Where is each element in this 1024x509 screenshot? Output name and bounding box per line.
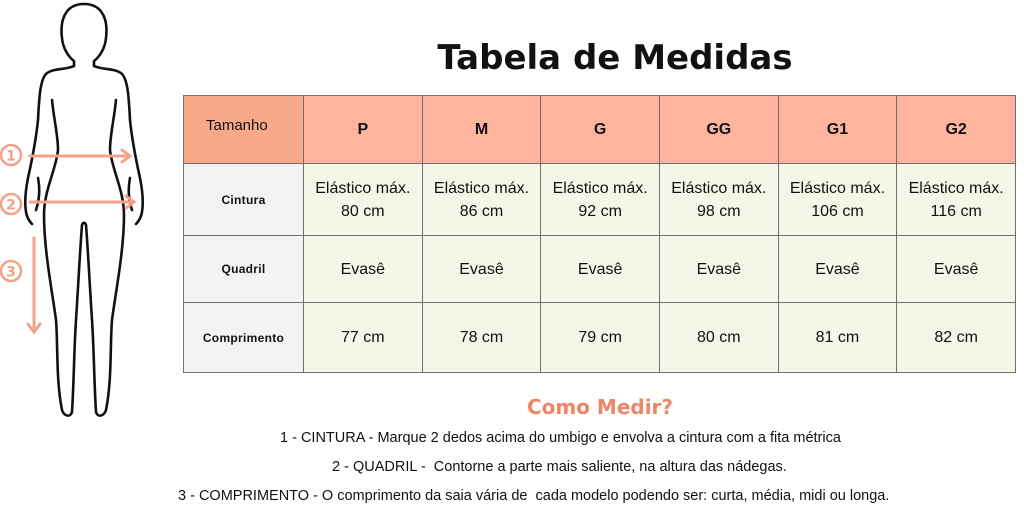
row-label-cintura: Cintura: [184, 164, 304, 236]
size-header-g2: G2: [897, 96, 1016, 164]
quadril-cell-gg: Evasê: [659, 236, 778, 303]
instruction-cintura: 1 - CINTURA - Marque 2 dedos acima do umbigo e envolva a cintura com a fita métrica: [280, 430, 841, 446]
cintura-cell-gg: Elástico máx. 98 cm: [659, 164, 778, 236]
quadril-cell-g2: Evasê: [897, 236, 1016, 303]
cintura-cell-g: Elástico máx. 92 cm: [541, 164, 660, 236]
comprimento-cell-p: 77 cm: [304, 303, 423, 373]
size-header-gg: GG: [659, 96, 778, 164]
cintura-cell-p: Elástico máx. 80 cm: [304, 164, 423, 236]
page-title: Tabela de Medidas: [437, 38, 793, 78]
marker-1: [1, 145, 21, 165]
comprimento-cell-m: 78 cm: [422, 303, 541, 373]
instruction-quadril: 2 - QUADRIL - Contorne a parte mais saliente, na altura das nádegas.: [332, 459, 787, 475]
cintura-cell-m: Elástico máx. 86 cm: [422, 164, 541, 236]
table-row-quadril: [184, 236, 1016, 303]
size-header-g1: G1: [778, 96, 897, 164]
instruction-comprimento: 3 - COMPRIMENTO - O comprimento da saia vária de cada modelo podendo ser: curta, média, midi ou longa.: [178, 488, 890, 504]
svg-text:2: 2: [6, 197, 16, 214]
cintura-cell-g1: Elástico máx. 106 cm: [778, 164, 897, 236]
table-header-row: [184, 96, 1016, 164]
size-header-g: G: [541, 96, 660, 164]
table-row-cintura: [184, 164, 1016, 236]
quadril-cell-p: Evasê: [304, 236, 423, 303]
body-figure: [0, 0, 170, 509]
cintura-cell-g2: Elástico máx. 116 cm: [897, 164, 1016, 236]
marker-3: [1, 261, 21, 281]
body-outline: [25, 66, 143, 416]
quadril-cell-g1: Evasê: [778, 236, 897, 303]
size-header-p: P: [304, 96, 423, 164]
comprimento-cell-gg: 80 cm: [659, 303, 778, 373]
row-label-comprimento: Comprimento: [184, 303, 304, 373]
size-header-m: M: [422, 96, 541, 164]
svg-text:1: 1: [6, 148, 16, 165]
marker-2: [1, 194, 21, 214]
size-table: [183, 95, 1016, 373]
head-outline: [62, 4, 107, 66]
row-label-quadril: Quadril: [184, 236, 304, 303]
how-to-measure-title: Como Medir?: [526, 395, 674, 419]
comprimento-cell-g2: 82 cm: [897, 303, 1016, 373]
table-row-comprimento: [184, 303, 1016, 373]
comprimento-cell-g1: 81 cm: [778, 303, 897, 373]
header-corner-label: Tamanho: [184, 96, 304, 164]
quadril-cell-g: Evasê: [541, 236, 660, 303]
quadril-cell-m: Evasê: [422, 236, 541, 303]
svg-text:3: 3: [6, 264, 16, 281]
comprimento-cell-g: 79 cm: [541, 303, 660, 373]
